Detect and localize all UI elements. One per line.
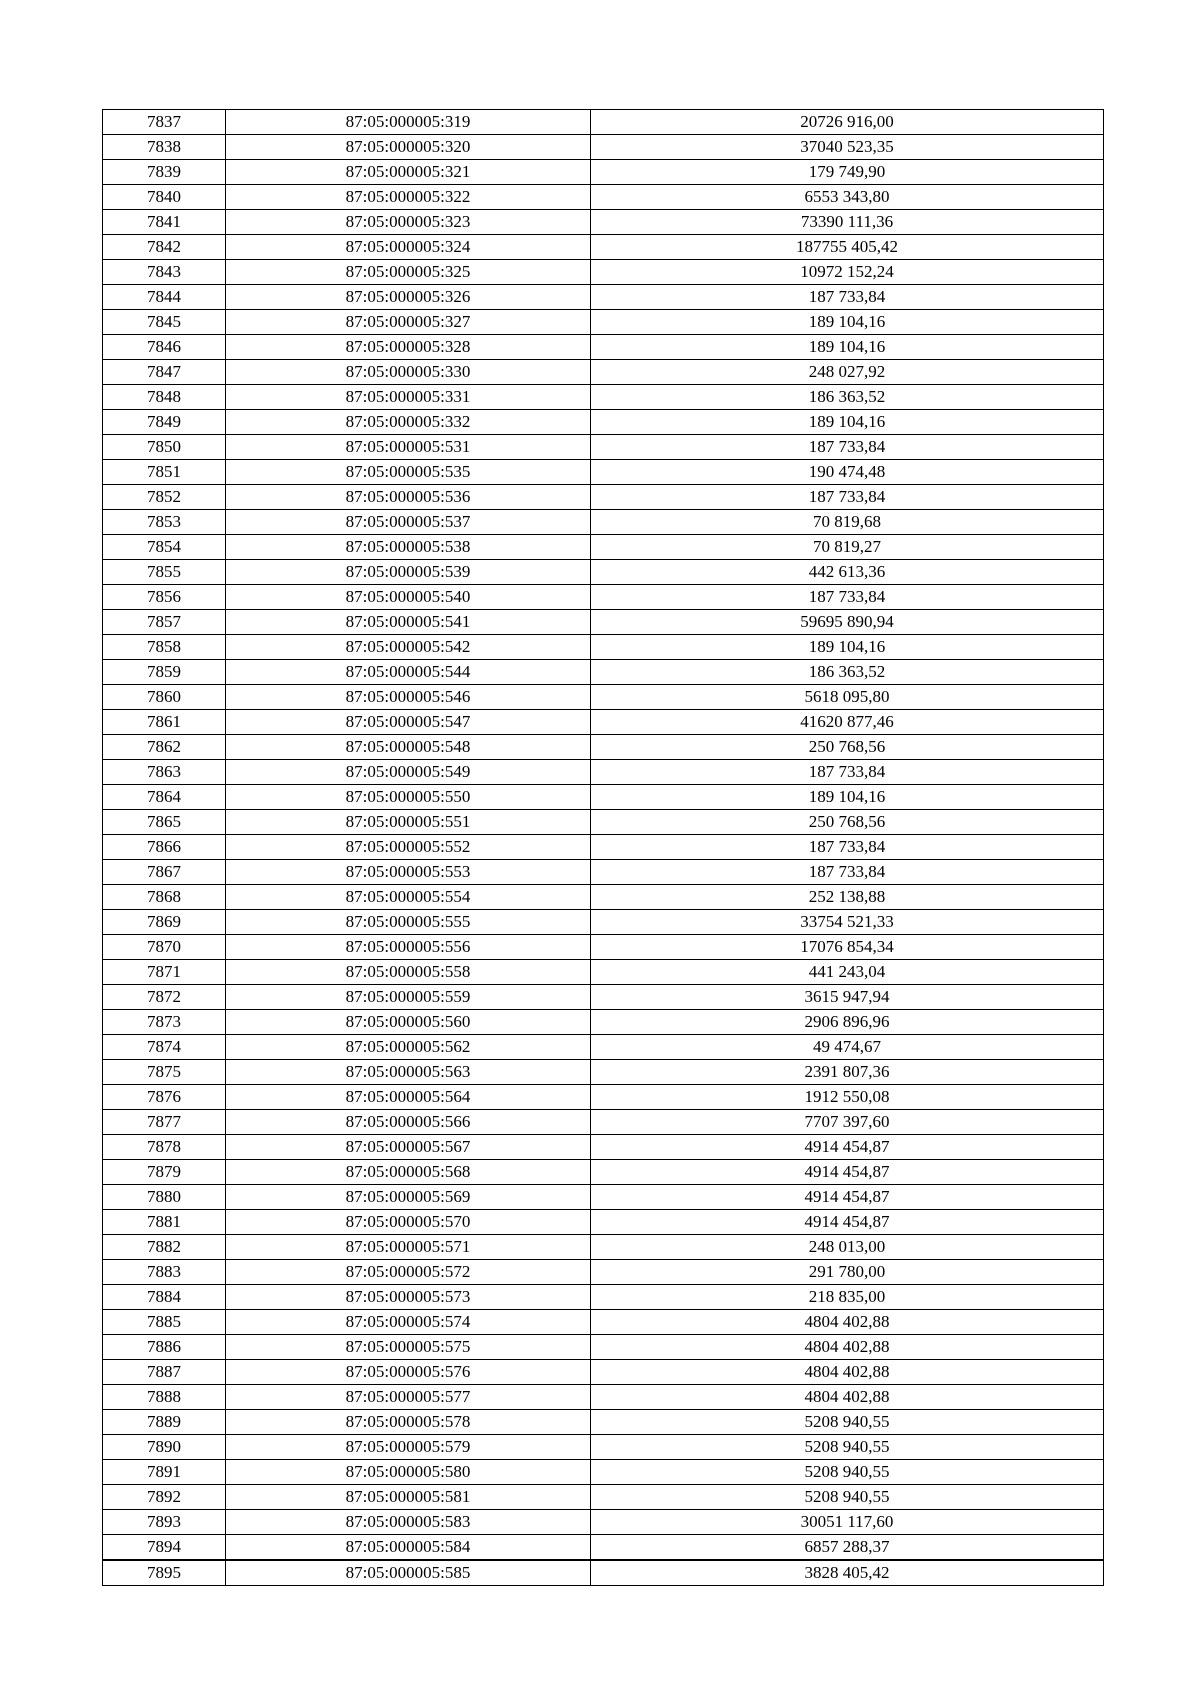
cadastral-number-cell: 87:05:000005:570	[226, 1210, 591, 1235]
cadastral-number-cell: 87:05:000005:327	[226, 310, 591, 335]
row-number-cell: 7842	[103, 235, 226, 260]
cadastral-number-cell: 87:05:000005:547	[226, 710, 591, 735]
cadastral-number-cell: 87:05:000005:321	[226, 160, 591, 185]
table-row	[103, 385, 1104, 410]
cadastral-value-cell: 218 835,00	[591, 1285, 1104, 1310]
row-number-cell: 7850	[103, 435, 226, 460]
cadastral-number-cell: 87:05:000005:571	[226, 1235, 591, 1260]
row-number-cell: 7876	[103, 1085, 226, 1110]
cadastral-value-cell: 17076 854,34	[591, 935, 1104, 960]
cadastral-value-cell: 6857 288,37	[591, 1535, 1104, 1561]
row-number-cell: 7862	[103, 735, 226, 760]
cadastral-number-cell: 87:05:000005:554	[226, 885, 591, 910]
cadastral-number-cell: 87:05:000005:538	[226, 535, 591, 560]
table-row	[103, 810, 1104, 835]
table-row	[103, 1410, 1104, 1435]
row-number-cell: 7851	[103, 460, 226, 485]
row-number-cell: 7887	[103, 1360, 226, 1385]
cadastral-number-cell: 87:05:000005:539	[226, 560, 591, 585]
cadastral-value-cell: 37040 523,35	[591, 135, 1104, 160]
row-number-cell: 7889	[103, 1410, 226, 1435]
cadastral-value-cell: 33754 521,33	[591, 910, 1104, 935]
table-row	[103, 535, 1104, 560]
row-number-cell: 7865	[103, 810, 226, 835]
table-row	[103, 185, 1104, 210]
table-row	[103, 285, 1104, 310]
cadastral-value-cell: 291 780,00	[591, 1260, 1104, 1285]
cadastral-value-cell: 4804 402,88	[591, 1310, 1104, 1335]
cadastral-value-table	[102, 109, 1104, 1586]
row-number-cell: 7894	[103, 1535, 226, 1561]
table-row	[103, 310, 1104, 335]
row-number-cell: 7840	[103, 185, 226, 210]
cadastral-number-cell: 87:05:000005:572	[226, 1260, 591, 1285]
table-row	[103, 1035, 1104, 1060]
table-row	[103, 1185, 1104, 1210]
table-row	[103, 1310, 1104, 1335]
table-row	[103, 1010, 1104, 1035]
cadastral-value-cell: 5208 940,55	[591, 1435, 1104, 1460]
row-number-cell: 7878	[103, 1135, 226, 1160]
cadastral-value-cell: 190 474,48	[591, 460, 1104, 485]
table-row	[103, 585, 1104, 610]
cadastral-number-cell: 87:05:000005:322	[226, 185, 591, 210]
cadastral-value-cell: 2391 807,36	[591, 1060, 1104, 1085]
table-row	[103, 1535, 1104, 1561]
cadastral-number-cell: 87:05:000005:560	[226, 1010, 591, 1035]
table-row	[103, 1360, 1104, 1385]
row-number-cell: 7884	[103, 1285, 226, 1310]
cadastral-value-cell: 189 104,16	[591, 410, 1104, 435]
table-row	[103, 860, 1104, 885]
cadastral-value-cell: 179 749,90	[591, 160, 1104, 185]
cadastral-value-cell: 73390 111,36	[591, 210, 1104, 235]
table-row	[103, 910, 1104, 935]
table-row	[103, 260, 1104, 285]
table-row	[103, 110, 1104, 135]
cadastral-number-cell: 87:05:000005:585	[226, 1560, 591, 1586]
cadastral-number-cell: 87:05:000005:556	[226, 935, 591, 960]
cadastral-number-cell: 87:05:000005:546	[226, 685, 591, 710]
row-number-cell: 7843	[103, 260, 226, 285]
cadastral-number-cell: 87:05:000005:555	[226, 910, 591, 935]
row-number-cell: 7856	[103, 585, 226, 610]
row-number-cell: 7858	[103, 635, 226, 660]
cadastral-value-cell: 1912 550,08	[591, 1085, 1104, 1110]
cadastral-number-cell: 87:05:000005:552	[226, 835, 591, 860]
table-row	[103, 1135, 1104, 1160]
row-number-cell: 7853	[103, 510, 226, 535]
cadastral-number-cell: 87:05:000005:542	[226, 635, 591, 660]
table-row	[103, 435, 1104, 460]
row-number-cell: 7880	[103, 1185, 226, 1210]
table-row	[103, 935, 1104, 960]
cadastral-value-cell: 187 733,84	[591, 485, 1104, 510]
cadastral-value-cell: 187 733,84	[591, 760, 1104, 785]
cadastral-value-cell: 3615 947,94	[591, 985, 1104, 1010]
cadastral-value-cell: 4804 402,88	[591, 1360, 1104, 1385]
table-row	[103, 660, 1104, 685]
table-row	[103, 1210, 1104, 1235]
cadastral-value-cell: 30051 117,60	[591, 1510, 1104, 1535]
row-number-cell: 7882	[103, 1235, 226, 1260]
table-row	[103, 485, 1104, 510]
row-number-cell: 7863	[103, 760, 226, 785]
cadastral-number-cell: 87:05:000005:579	[226, 1435, 591, 1460]
cadastral-number-cell: 87:05:000005:319	[226, 110, 591, 135]
cadastral-value-cell: 187 733,84	[591, 585, 1104, 610]
table-row	[103, 160, 1104, 185]
row-number-cell: 7844	[103, 285, 226, 310]
cadastral-number-cell: 87:05:000005:551	[226, 810, 591, 835]
cadastral-value-cell: 20726 916,00	[591, 110, 1104, 135]
cadastral-value-cell: 3828 405,42	[591, 1560, 1104, 1586]
cadastral-value-cell: 186 363,52	[591, 660, 1104, 685]
table-row	[103, 1485, 1104, 1510]
row-number-cell: 7892	[103, 1485, 226, 1510]
cadastral-value-cell: 4914 454,87	[591, 1185, 1104, 1210]
cadastral-number-cell: 87:05:000005:553	[226, 860, 591, 885]
row-number-cell: 7890	[103, 1435, 226, 1460]
row-number-cell: 7893	[103, 1510, 226, 1535]
cadastral-number-cell: 87:05:000005:581	[226, 1485, 591, 1510]
row-number-cell: 7875	[103, 1060, 226, 1085]
row-number-cell: 7872	[103, 985, 226, 1010]
cadastral-value-cell: 5208 940,55	[591, 1460, 1104, 1485]
cadastral-value-cell: 187 733,84	[591, 285, 1104, 310]
table-row	[103, 1110, 1104, 1135]
cadastral-number-cell: 87:05:000005:558	[226, 960, 591, 985]
row-number-cell: 7874	[103, 1035, 226, 1060]
row-number-cell: 7881	[103, 1210, 226, 1235]
cadastral-value-cell: 189 104,16	[591, 785, 1104, 810]
cadastral-number-cell: 87:05:000005:540	[226, 585, 591, 610]
table-row	[103, 410, 1104, 435]
row-number-cell: 7852	[103, 485, 226, 510]
row-number-cell: 7846	[103, 335, 226, 360]
cadastral-value-cell: 250 768,56	[591, 735, 1104, 760]
cadastral-number-cell: 87:05:000005:331	[226, 385, 591, 410]
cadastral-value-cell: 49 474,67	[591, 1035, 1104, 1060]
table-row	[103, 1435, 1104, 1460]
cadastral-number-cell: 87:05:000005:549	[226, 760, 591, 785]
cadastral-number-cell: 87:05:000005:576	[226, 1360, 591, 1385]
cadastral-number-cell: 87:05:000005:548	[226, 735, 591, 760]
cadastral-number-cell: 87:05:000005:580	[226, 1460, 591, 1485]
row-number-cell: 7857	[103, 610, 226, 635]
cadastral-value-cell: 7707 397,60	[591, 1110, 1104, 1135]
cadastral-value-cell: 441 243,04	[591, 960, 1104, 985]
row-number-cell: 7838	[103, 135, 226, 160]
cadastral-number-cell: 87:05:000005:332	[226, 410, 591, 435]
cadastral-number-cell: 87:05:000005:326	[226, 285, 591, 310]
table-row	[103, 610, 1104, 635]
cadastral-number-cell: 87:05:000005:536	[226, 485, 591, 510]
row-number-cell: 7886	[103, 1335, 226, 1360]
row-number-cell: 7868	[103, 885, 226, 910]
cadastral-number-cell: 87:05:000005:544	[226, 660, 591, 685]
cadastral-number-cell: 87:05:000005:330	[226, 360, 591, 385]
cadastral-value-cell: 70 819,68	[591, 510, 1104, 535]
row-number-cell: 7861	[103, 710, 226, 735]
table-row	[103, 1085, 1104, 1110]
row-number-cell: 7888	[103, 1385, 226, 1410]
cadastral-value-cell: 252 138,88	[591, 885, 1104, 910]
cadastral-number-cell: 87:05:000005:584	[226, 1535, 591, 1561]
cadastral-number-cell: 87:05:000005:559	[226, 985, 591, 1010]
cadastral-number-cell: 87:05:000005:583	[226, 1510, 591, 1535]
table-row	[103, 1060, 1104, 1085]
cadastral-number-cell: 87:05:000005:563	[226, 1060, 591, 1085]
cadastral-number-cell: 87:05:000005:541	[226, 610, 591, 635]
table-row	[103, 235, 1104, 260]
cadastral-number-cell: 87:05:000005:320	[226, 135, 591, 160]
cadastral-value-cell: 187 733,84	[591, 435, 1104, 460]
cadastral-value-cell: 4804 402,88	[591, 1335, 1104, 1360]
row-number-cell: 7867	[103, 860, 226, 885]
cadastral-number-cell: 87:05:000005:575	[226, 1335, 591, 1360]
cadastral-number-cell: 87:05:000005:328	[226, 335, 591, 360]
cadastral-number-cell: 87:05:000005:567	[226, 1135, 591, 1160]
table-row	[103, 1285, 1104, 1310]
table-row	[103, 460, 1104, 485]
table-row	[103, 1385, 1104, 1410]
row-number-cell: 7891	[103, 1460, 226, 1485]
row-number-cell: 7845	[103, 310, 226, 335]
cadastral-value-cell: 41620 877,46	[591, 710, 1104, 735]
cadastral-number-cell: 87:05:000005:550	[226, 785, 591, 810]
table-row	[103, 1260, 1104, 1285]
cadastral-value-cell: 70 819,27	[591, 535, 1104, 560]
table-row	[103, 785, 1104, 810]
row-number-cell: 7895	[103, 1560, 226, 1586]
cadastral-value-cell: 59695 890,94	[591, 610, 1104, 635]
cadastral-value-cell: 4914 454,87	[591, 1210, 1104, 1235]
cadastral-value-cell: 250 768,56	[591, 810, 1104, 835]
row-number-cell: 7870	[103, 935, 226, 960]
cadastral-value-cell: 10972 152,24	[591, 260, 1104, 285]
table-row	[103, 710, 1104, 735]
row-number-cell: 7847	[103, 360, 226, 385]
table-row	[103, 1235, 1104, 1260]
cadastral-value-cell: 6553 343,80	[591, 185, 1104, 210]
row-number-cell: 7849	[103, 410, 226, 435]
row-number-cell: 7877	[103, 1110, 226, 1135]
table-row	[103, 210, 1104, 235]
table-row	[103, 835, 1104, 860]
table-row	[103, 335, 1104, 360]
cadastral-value-cell: 187 733,84	[591, 835, 1104, 860]
cadastral-value-cell: 186 363,52	[591, 385, 1104, 410]
cadastral-number-cell: 87:05:000005:577	[226, 1385, 591, 1410]
cadastral-number-cell: 87:05:000005:535	[226, 460, 591, 485]
cadastral-value-cell: 189 104,16	[591, 335, 1104, 360]
row-number-cell: 7866	[103, 835, 226, 860]
table-row	[103, 635, 1104, 660]
cadastral-number-cell: 87:05:000005:325	[226, 260, 591, 285]
cadastral-value-cell: 2906 896,96	[591, 1010, 1104, 1035]
cadastral-value-cell: 5208 940,55	[591, 1410, 1104, 1435]
row-number-cell: 7839	[103, 160, 226, 185]
table-row	[103, 1160, 1104, 1185]
table-row	[103, 135, 1104, 160]
row-number-cell: 7873	[103, 1010, 226, 1035]
table-row	[103, 685, 1104, 710]
table-row	[103, 735, 1104, 760]
cadastral-number-cell: 87:05:000005:569	[226, 1185, 591, 1210]
cadastral-value-cell: 187755 405,42	[591, 235, 1104, 260]
cadastral-value-cell: 4804 402,88	[591, 1385, 1104, 1410]
row-number-cell: 7869	[103, 910, 226, 935]
cadastral-value-cell: 442 613,36	[591, 560, 1104, 585]
row-number-cell: 7859	[103, 660, 226, 685]
table-row	[103, 1560, 1104, 1586]
cadastral-value-cell: 248 013,00	[591, 1235, 1104, 1260]
row-number-cell: 7854	[103, 535, 226, 560]
row-number-cell: 7871	[103, 960, 226, 985]
cadastral-number-cell: 87:05:000005:564	[226, 1085, 591, 1110]
table-row	[103, 1460, 1104, 1485]
row-number-cell: 7841	[103, 210, 226, 235]
table-row	[103, 760, 1104, 785]
row-number-cell: 7864	[103, 785, 226, 810]
cadastral-value-cell: 189 104,16	[591, 310, 1104, 335]
table-row	[103, 560, 1104, 585]
row-number-cell: 7848	[103, 385, 226, 410]
cadastral-value-cell: 4914 454,87	[591, 1135, 1104, 1160]
cadastral-value-cell: 187 733,84	[591, 860, 1104, 885]
cadastral-number-cell: 87:05:000005:574	[226, 1310, 591, 1335]
table-row	[103, 510, 1104, 535]
row-number-cell: 7879	[103, 1160, 226, 1185]
cadastral-number-cell: 87:05:000005:323	[226, 210, 591, 235]
table-row	[103, 960, 1104, 985]
row-number-cell: 7885	[103, 1310, 226, 1335]
table-row	[103, 985, 1104, 1010]
row-number-cell: 7883	[103, 1260, 226, 1285]
row-number-cell: 7855	[103, 560, 226, 585]
cadastral-value-cell: 189 104,16	[591, 635, 1104, 660]
cadastral-number-cell: 87:05:000005:568	[226, 1160, 591, 1185]
table-body	[103, 110, 1104, 1586]
cadastral-number-cell: 87:05:000005:531	[226, 435, 591, 460]
cadastral-value-cell: 4914 454,87	[591, 1160, 1104, 1185]
cadastral-value-cell: 5618 095,80	[591, 685, 1104, 710]
cadastral-number-cell: 87:05:000005:324	[226, 235, 591, 260]
cadastral-number-cell: 87:05:000005:566	[226, 1110, 591, 1135]
table-row	[103, 1335, 1104, 1360]
table-row	[103, 1510, 1104, 1535]
cadastral-number-cell: 87:05:000005:537	[226, 510, 591, 535]
cadastral-value-cell: 5208 940,55	[591, 1485, 1104, 1510]
row-number-cell: 7860	[103, 685, 226, 710]
table-row	[103, 885, 1104, 910]
row-number-cell: 7837	[103, 110, 226, 135]
cadastral-number-cell: 87:05:000005:562	[226, 1035, 591, 1060]
table-row	[103, 360, 1104, 385]
cadastral-number-cell: 87:05:000005:573	[226, 1285, 591, 1310]
cadastral-value-cell: 248 027,92	[591, 360, 1104, 385]
cadastral-number-cell: 87:05:000005:578	[226, 1410, 591, 1435]
